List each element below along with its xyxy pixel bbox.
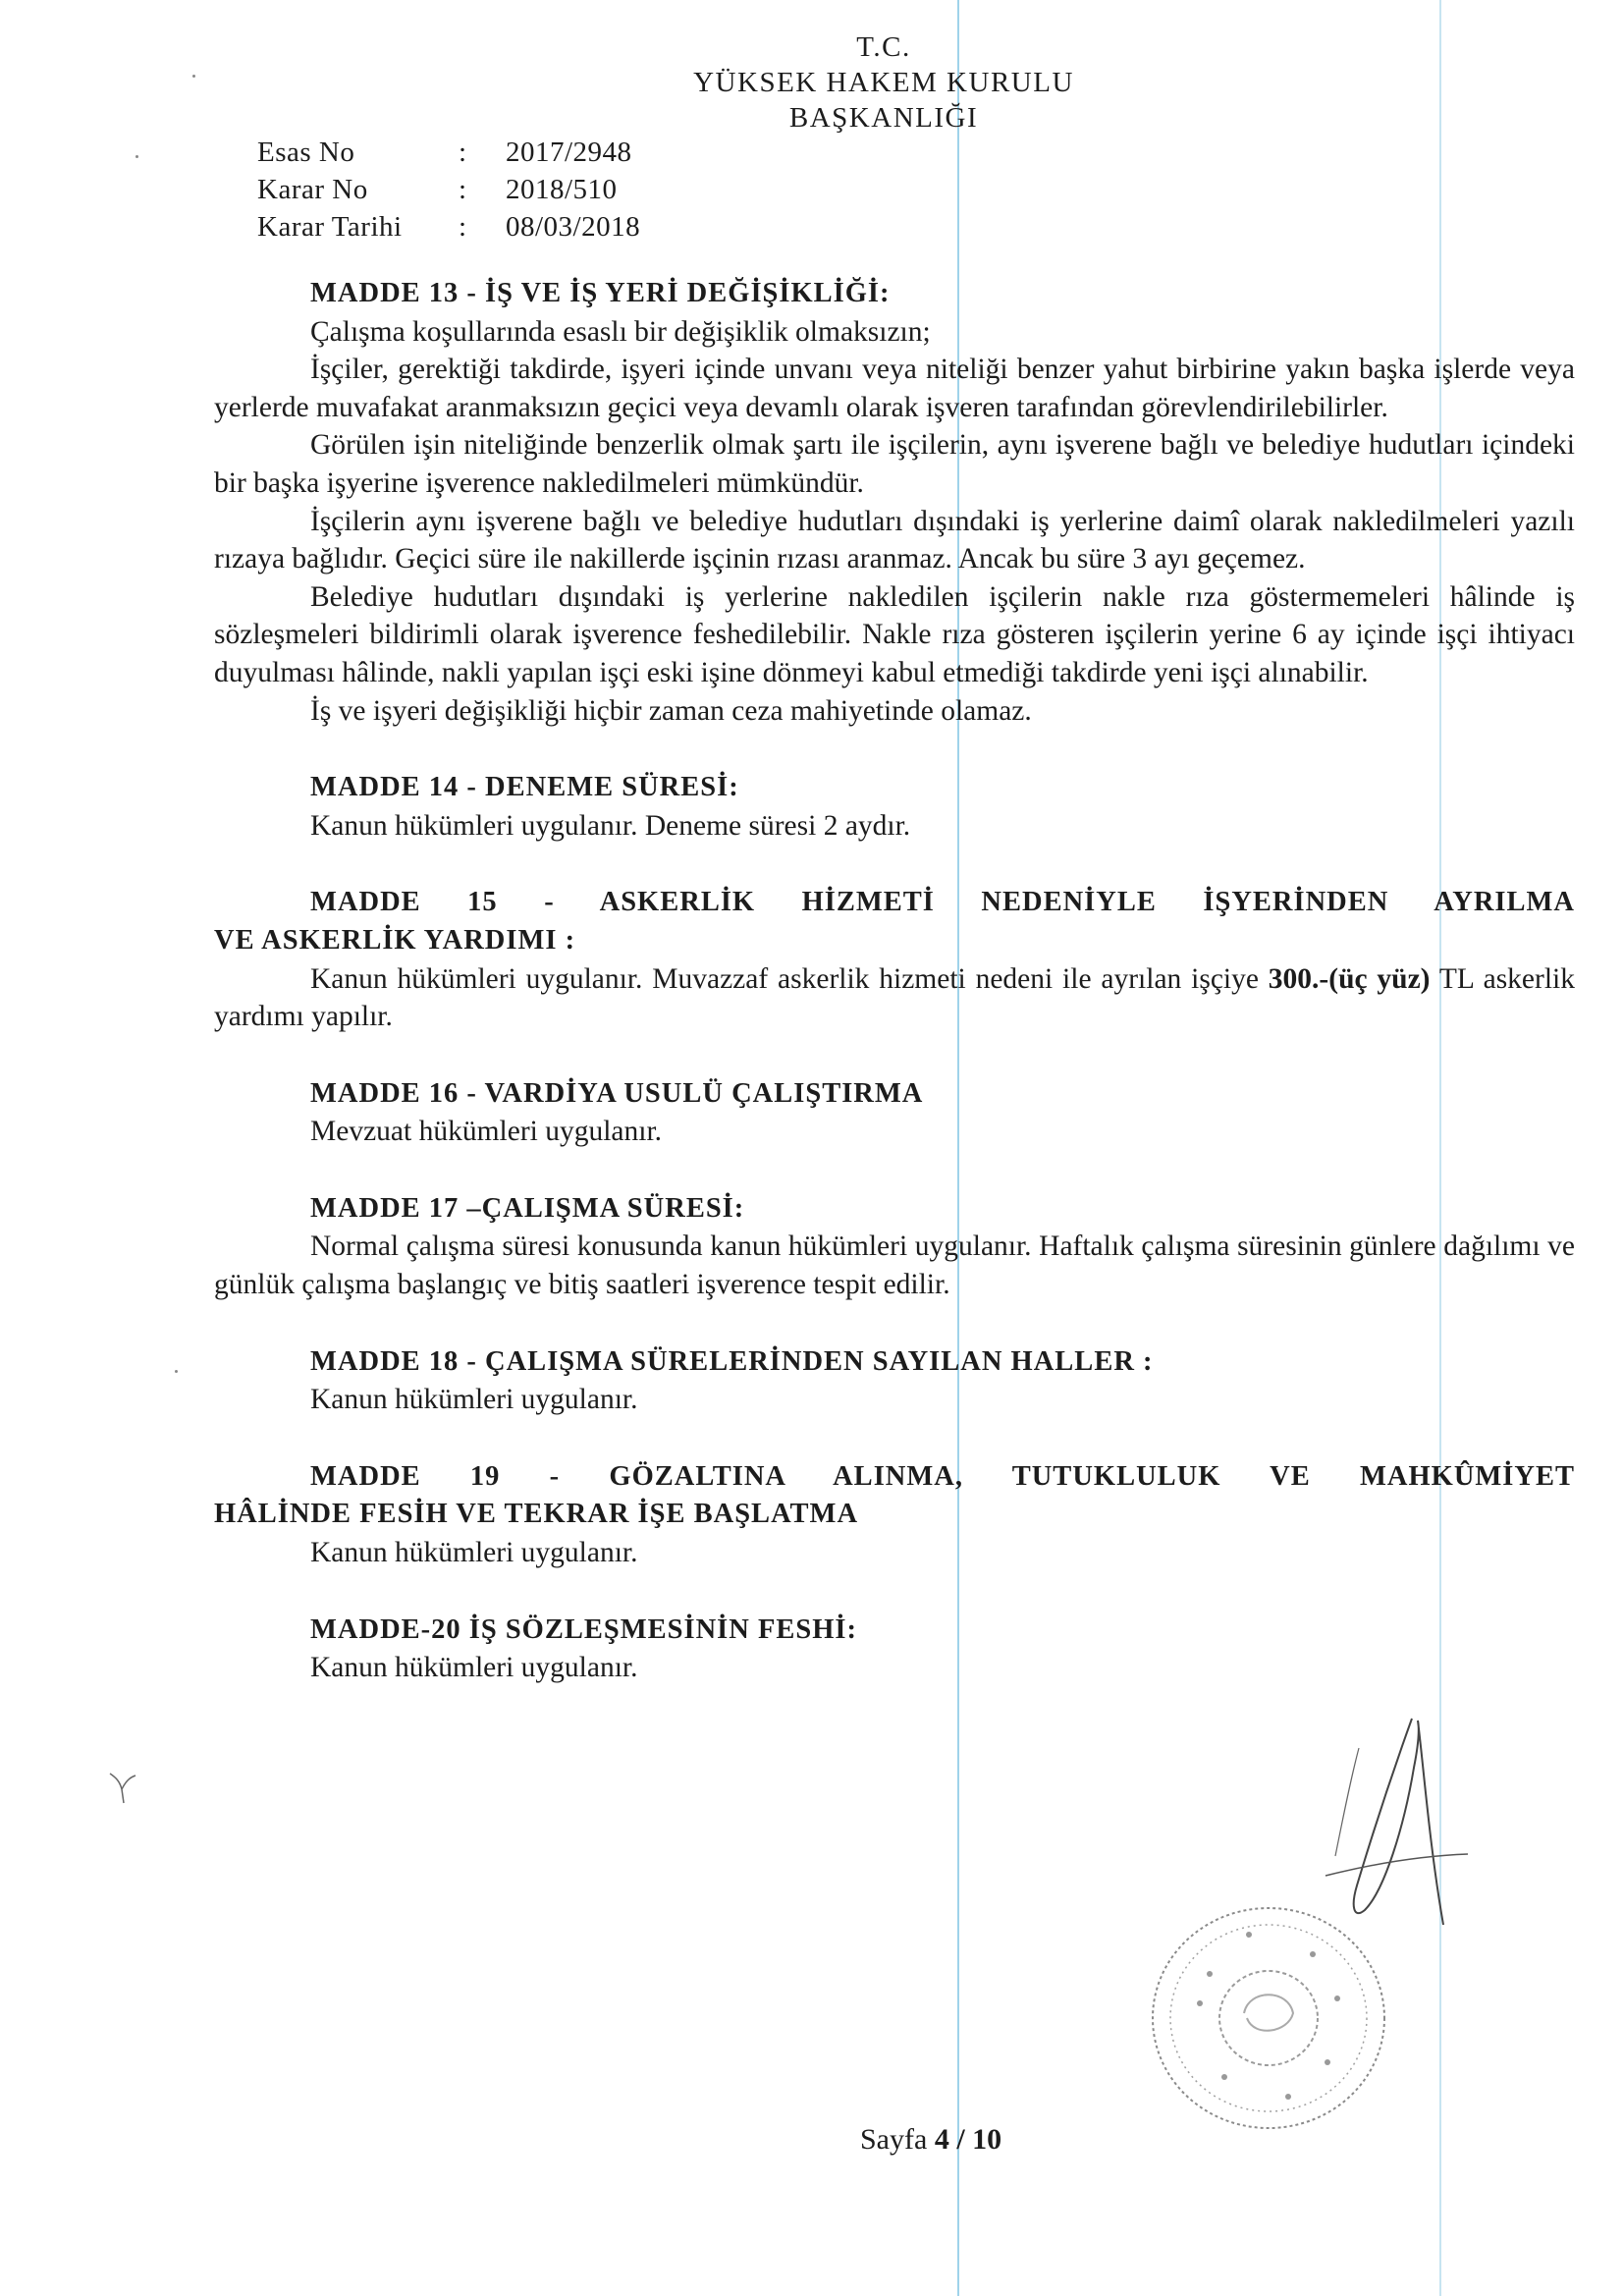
paragraph [214, 960, 1575, 1036]
article-heading: MADDE-20 İŞ SÖZLEŞMESİNİN FESHİ: [310, 1613, 857, 1645]
article-18 [214, 1343, 1575, 1419]
meta-row-file-no [257, 134, 640, 171]
page-number-prefix: Sayfa [860, 2123, 935, 2156]
scan-speck [135, 155, 138, 158]
meta-colon: : [459, 211, 467, 243]
meta-colon: : [459, 174, 467, 205]
meta-label: Esas No [257, 137, 355, 168]
article-17 [214, 1190, 1575, 1304]
paragraph: Görülen işin niteliğinde benzerlik olmak şartı ile işçilerin, aynı işverene bağlı ve belediye hudutları içindeki bir başka işyerine işverence nakledilmeleri mümkündür. [214, 429, 1575, 499]
article-heading: MADDE 13 - İŞ VE İŞ YERİ DEĞİŞİKLİĞİ: [310, 278, 891, 308]
aid-amount: 300.-(üç yüz) [1268, 962, 1431, 995]
article-heading: MADDE 15 - ASKERLİK HİZMETİ NEDENİYLE İŞYERİNDEN AYRILMA [310, 887, 1575, 918]
paragraph: İşçilerin aynı işverene bağlı ve belediye hudutları dışındaki iş yerlerine daimî olarak nakledilmeleri yazılı rızaya bağlıdır. Geçici süre ile nakillerde işçinin rızası aranmaz. Ancak bu süre 3 ayı geçemez. [214, 505, 1575, 575]
paragraph: Çalışma koşullarında esaslı bir değişiklik olmaksızın; [310, 315, 931, 348]
paragraph: Kanun hükümleri uygulanır. [310, 1537, 638, 1569]
case-metadata [257, 134, 640, 246]
article-heading: MADDE 14 - DENEME SÜRESİ: [310, 772, 739, 803]
header-office: BAŞKANLIĞI [788, 102, 979, 134]
official-seal-image [1141, 1895, 1396, 2141]
meta-row-decision-no [257, 171, 640, 208]
document-body [214, 275, 1575, 1687]
paragraph: Normal çalışma süresi konusunda kanun hükümleri uygulanır. Haftalık çalışma süresinin günlere dağılımı ve günlük çalışma başlangıç ve bitiş saatleri işverence tespit edilir. [214, 1230, 1575, 1301]
paragraph-text: TL askerlik yardımı yapılır. [214, 962, 1575, 1033]
paragraph: Kanun hükümleri uygulanır. [310, 1652, 638, 1684]
paragraph: İş ve işyeri değişikliği hiçbir zaman ceza mahiyetinde olamaz. [310, 694, 1032, 727]
article-heading-continued: VE ASKERLİK YARDIMI : [214, 924, 576, 956]
article-heading: MADDE 18 - ÇALIŞMA SÜRELERİNDEN SAYILAN HALLER : [310, 1345, 1154, 1377]
paragraph-text: Kanun hükümleri uygulanır. Muvazzaf askerlik hizmeti nedeni ile ayrılan işçiye [310, 962, 1269, 995]
article-13 [214, 275, 1575, 730]
meta-value: 2017/2948 [506, 137, 632, 168]
institution-header [648, 29, 1119, 136]
meta-label: Karar Tarihi [257, 211, 403, 243]
page-number-value: 4 / 10 [934, 2123, 1002, 2156]
meta-row-decision-date [257, 208, 640, 246]
paragraph: Belediye hudutları dışındaki iş yerlerine nakledilen işçilerin nakle rıza göstermemeleri hâlinde iş sözleşmeleri bildirimli olarak işverence feshedilebilir. Nakle rıza gösteren işçilerin yerine 6 ay içinde işçi ihtiyacı duyulması hâlinde, nakli yapılan işçi eski işine dönmeyi kabul etmediği takdirde yeni işçi alınabilir. [214, 580, 1575, 688]
article-16 [214, 1075, 1575, 1151]
article-20 [214, 1612, 1575, 1687]
meta-value: 2018/510 [506, 174, 618, 205]
article-15 [214, 884, 1575, 1035]
paragraph: Kanun hükümleri uygulanır. [310, 1384, 638, 1416]
paragraph: Mevzuat hükümleri uygulanır. [310, 1116, 663, 1148]
article-14 [214, 769, 1575, 845]
meta-value: 08/03/2018 [506, 211, 641, 243]
paragraph: İşçiler, gerektiği takdirde, işyeri içinde unvanı veya niteliği benzer yahut birbirine yakın başka işlerde veya yerlerde muvafakat aranmaksızın geçici veya devamlı olarak işveren tarafından görevlendirilebilirler. [214, 354, 1575, 423]
meta-colon: : [459, 137, 467, 168]
article-19 [214, 1458, 1575, 1572]
scan-speck [192, 75, 195, 78]
article-heading-continued: HÂLİNDE FESİH VE TEKRAR İŞE BAŞLATMA [214, 1499, 859, 1530]
article-heading: MADDE 19 - GÖZALTINA ALINMA, TUTUKLULUK VE MAHKÛMİYET [310, 1460, 1575, 1492]
meta-label: Karar No [257, 174, 368, 205]
header-country: T.C. [856, 31, 911, 63]
article-heading: MADDE 17 –ÇALIŞMA SÜRESİ: [310, 1192, 745, 1224]
margin-mark-image [108, 1768, 137, 1807]
paragraph: Kanun hükümleri uygulanır. Deneme süresi 2 aydır. [310, 809, 911, 842]
page-number [860, 2123, 1001, 2157]
scan-speck [175, 1370, 178, 1373]
article-heading: MADDE 16 - VARDİYA USULÜ ÇALIŞTIRMA [310, 1077, 924, 1109]
header-institution: YÜKSEK HAKEM KURULU [693, 67, 1074, 98]
